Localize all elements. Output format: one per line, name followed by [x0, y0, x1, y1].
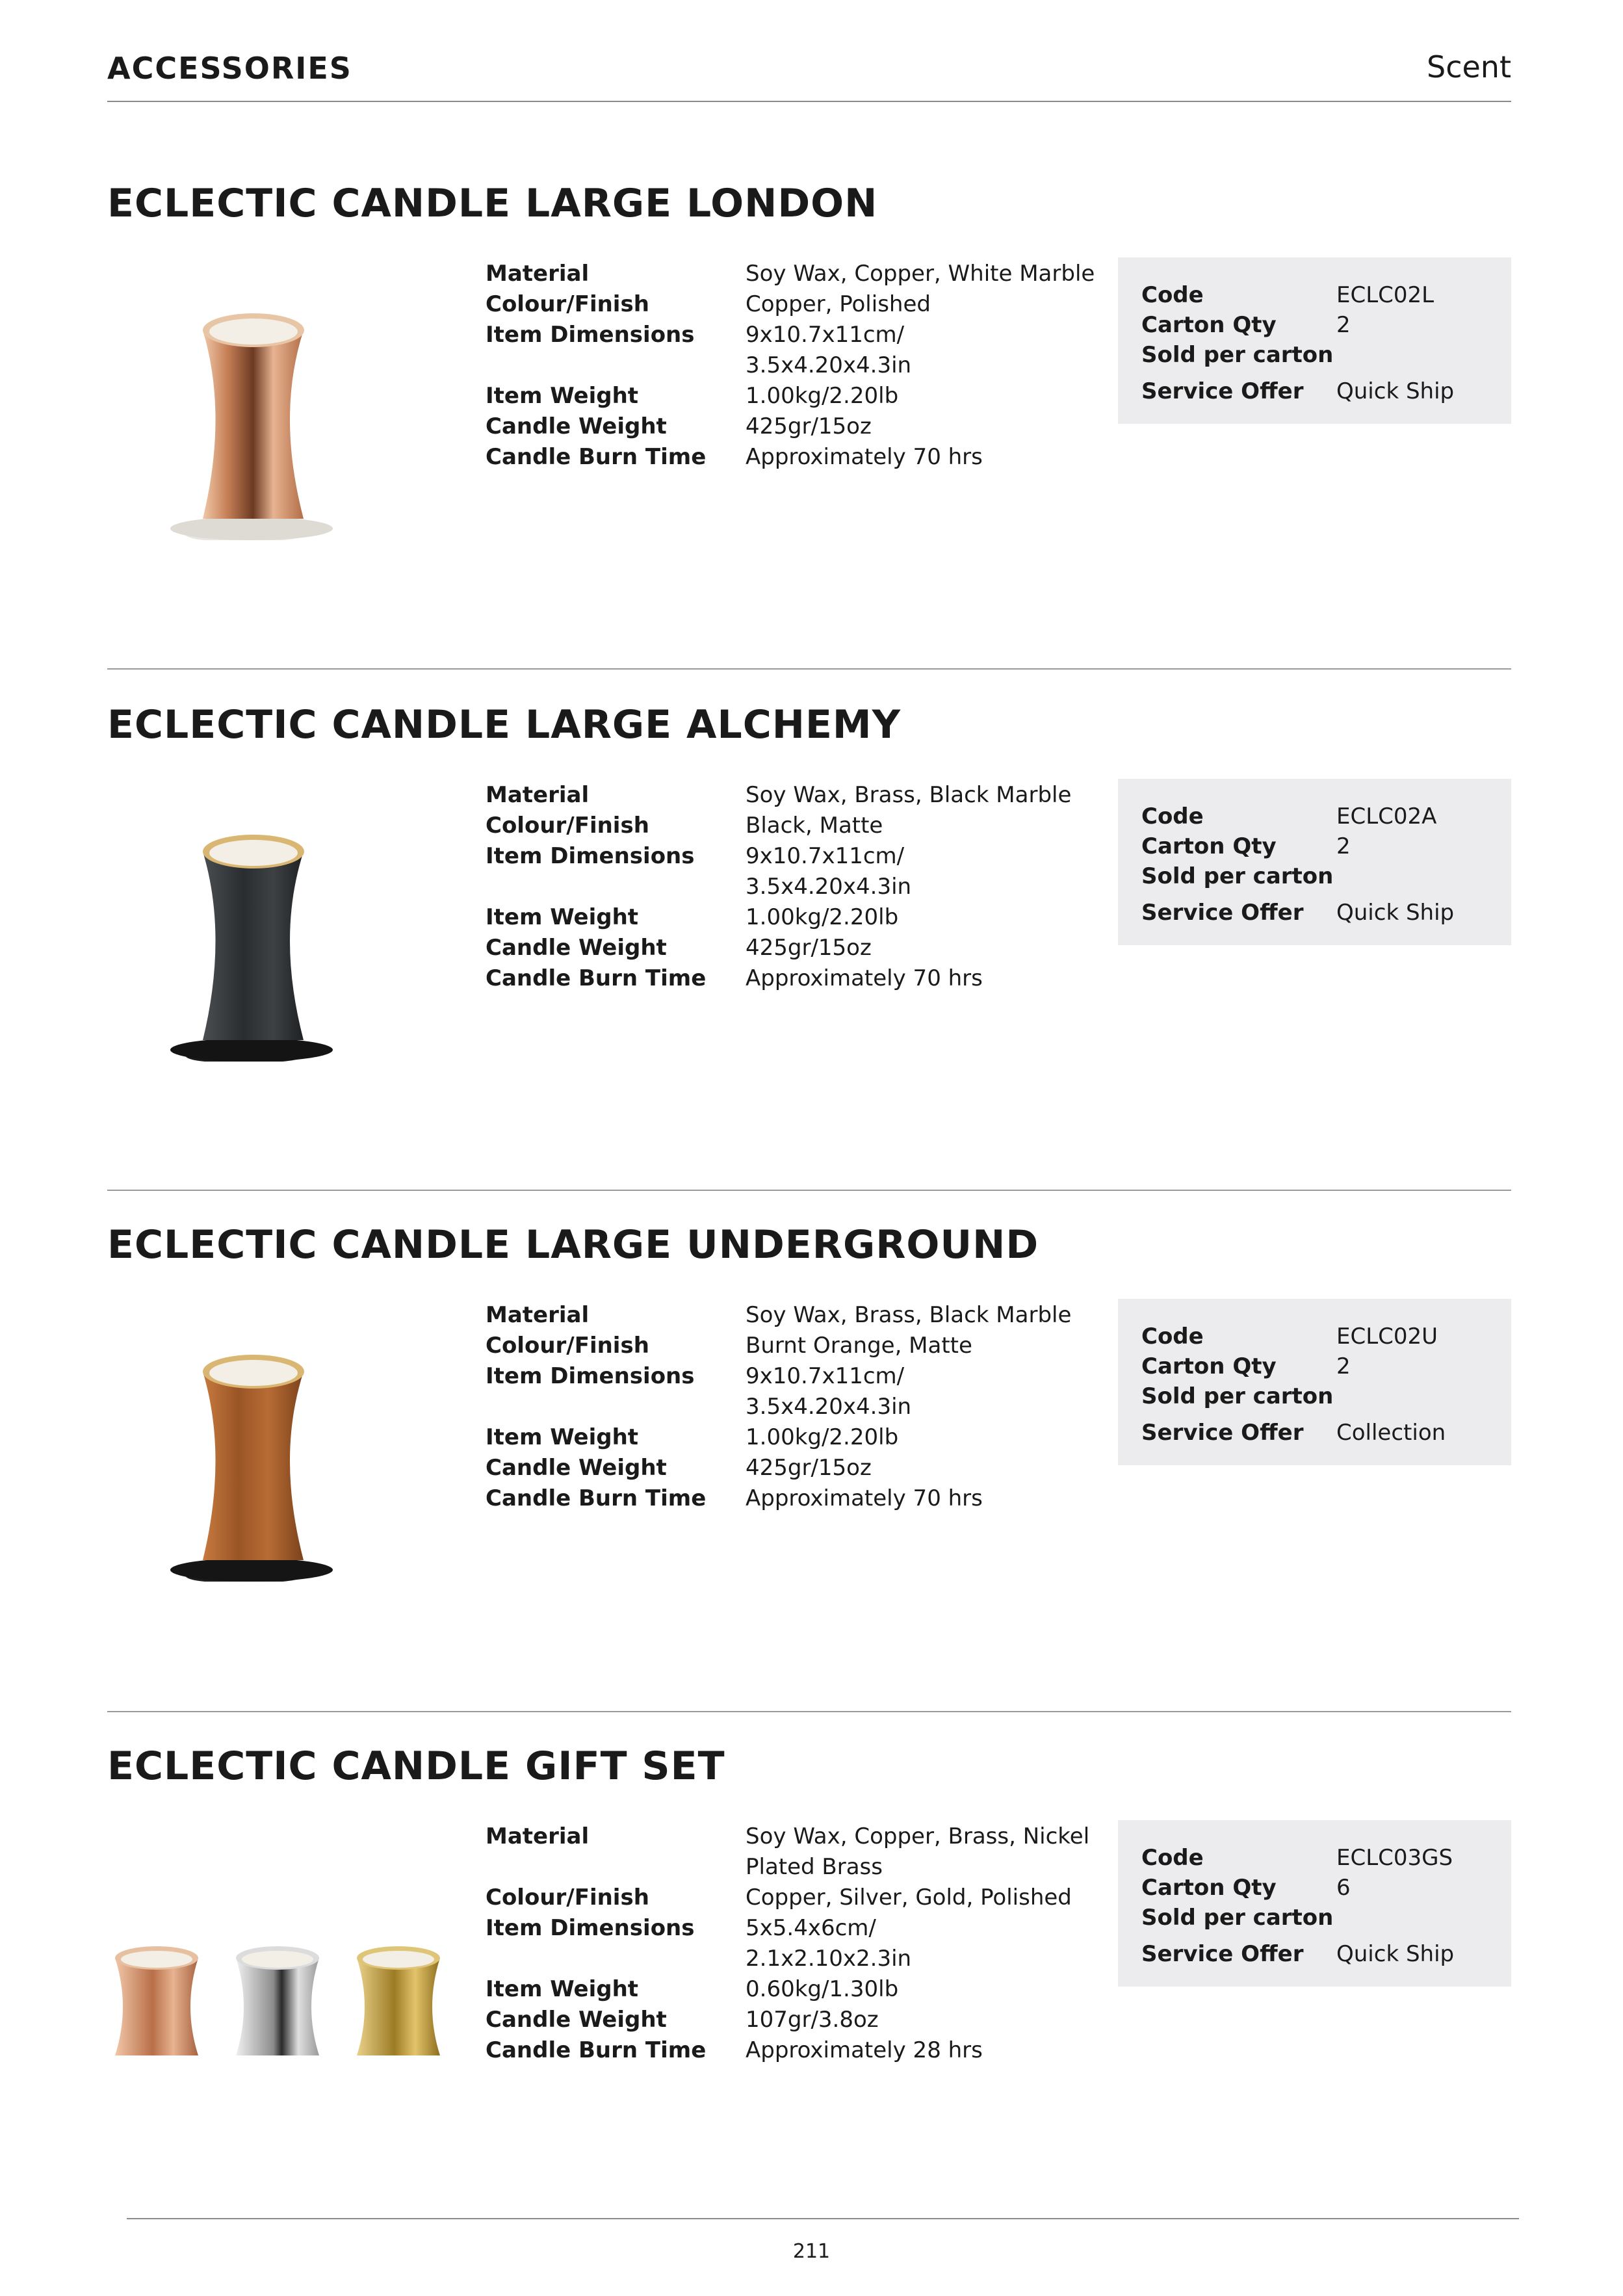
candle-silver-icon: [236, 1946, 319, 2055]
value-code: ECLC02L: [1336, 282, 1435, 308]
value-carton-qty: 2: [1336, 833, 1351, 859]
product-london: [107, 181, 1511, 701]
label-sold-per-carton: Sold per carton: [1141, 863, 1334, 889]
value-dimensions-in: 3.5x4.20x4.3in: [746, 874, 912, 900]
value-candle-weight: 425gr/15oz: [746, 935, 872, 961]
spec-values: [746, 1821, 1110, 2066]
label-item-weight: Item Weight: [486, 904, 639, 930]
product-image: [107, 278, 458, 551]
product-gift-set: [107, 1743, 1511, 2263]
value-material: Soy Wax, Brass, Black Marble: [746, 1302, 1072, 1328]
page-header: [107, 0, 1511, 102]
spec-values: [746, 1300, 1110, 1514]
spec-labels: [486, 1300, 733, 1514]
section-divider: [107, 1711, 1511, 1712]
label-code: Code: [1141, 282, 1204, 308]
value-material: Soy Wax, Copper, White Marble: [746, 261, 1095, 287]
value-item-weight: 0.60kg/1.30lb: [746, 1976, 899, 2002]
label-carton-qty: Carton Qty: [1141, 312, 1277, 338]
label-material: Material: [486, 782, 590, 808]
value-code: ECLC02A: [1336, 803, 1437, 829]
value-material: Soy Wax, Copper, Brass, Nickel: [746, 1823, 1090, 1849]
label-item-weight: Item Weight: [486, 383, 639, 409]
label-colour-finish: Colour/Finish: [486, 813, 649, 839]
value-dimensions-in: 3.5x4.20x4.3in: [746, 352, 912, 378]
value-code: ECLC03GS: [1336, 1845, 1453, 1871]
label-carton-qty: Carton Qty: [1141, 833, 1277, 859]
label-burn-time: Candle Burn Time: [486, 2037, 707, 2063]
product-title: ECLECTIC CANDLE LARGE LONDON: [107, 181, 878, 226]
product-title: ECLECTIC CANDLE LARGE UNDERGROUND: [107, 1222, 1039, 1268]
value-code: ECLC02U: [1336, 1324, 1438, 1350]
label-item-weight: Item Weight: [486, 1424, 639, 1450]
value-item-weight: 1.00kg/2.20lb: [746, 904, 899, 930]
label-service-offer: Service Offer: [1141, 1941, 1304, 1967]
label-sold-per-carton: Sold per carton: [1141, 1905, 1334, 1931]
label-candle-weight: Candle Weight: [486, 413, 667, 439]
product-alchemy: [107, 702, 1511, 1222]
label-burn-time: Candle Burn Time: [486, 965, 707, 991]
value-service-offer: Quick Ship: [1336, 1941, 1455, 1967]
label-material: Material: [486, 1302, 590, 1328]
product-underground: [107, 1222, 1511, 1742]
value-burn-time: Approximately 70 hrs: [746, 1485, 983, 1511]
label-code: Code: [1141, 1324, 1204, 1350]
value-dimensions-in: 2.1x2.10x2.3in: [746, 1946, 912, 1972]
candle-underground-image: [107, 1320, 458, 1593]
candle-copper-icon: [115, 1946, 198, 2055]
label-carton-qty: Carton Qty: [1141, 1353, 1277, 1379]
value-candle-weight: 107gr/3.8oz: [746, 2007, 879, 2033]
product-image: [107, 1938, 458, 2081]
ordering-info-box: [1118, 1299, 1511, 1465]
label-candle-weight: Candle Weight: [486, 935, 667, 961]
label-sold-per-carton: Sold per carton: [1141, 1383, 1334, 1409]
value-dimensions-cm: 5x5.4x6cm/: [746, 1915, 876, 1941]
value-service-offer: Collection: [1336, 1420, 1446, 1446]
value-colour-finish: Copper, Silver, Gold, Polished: [746, 1885, 1072, 1911]
label-service-offer: Service Offer: [1141, 1420, 1304, 1446]
label-burn-time: Candle Burn Time: [486, 444, 707, 470]
label-item-dimensions: Item Dimensions: [486, 843, 695, 869]
label-burn-time: Candle Burn Time: [486, 1485, 707, 1511]
spec-labels: [486, 259, 733, 473]
label-colour-finish: Colour/Finish: [486, 1333, 649, 1359]
value-dimensions-cm: 9x10.7x11cm/: [746, 322, 905, 348]
value-colour-finish: Burnt Orange, Matte: [746, 1333, 972, 1359]
candle-alchemy-image: [107, 800, 458, 1073]
value-carton-qty: 2: [1336, 312, 1351, 338]
value-service-offer: Quick Ship: [1336, 900, 1455, 926]
label-item-dimensions: Item Dimensions: [486, 1363, 695, 1389]
label-code: Code: [1141, 1845, 1204, 1871]
label-service-offer: Service Offer: [1141, 378, 1304, 404]
value-dimensions-cm: 9x10.7x11cm/: [746, 1363, 905, 1389]
value-colour-finish: Copper, Polished: [746, 291, 931, 317]
label-item-dimensions: Item Dimensions: [486, 1915, 695, 1941]
label-colour-finish: Colour/Finish: [486, 291, 649, 317]
value-item-weight: 1.00kg/2.20lb: [746, 1424, 899, 1450]
value-material: Soy Wax, Brass, Black Marble: [746, 782, 1072, 808]
label-item-dimensions: Item Dimensions: [486, 322, 695, 348]
page-number: 211: [792, 2240, 831, 2263]
section-divider: [107, 668, 1511, 670]
footer-divider: [127, 2218, 1519, 2219]
product-title: ECLECTIC CANDLE LARGE ALCHEMY: [107, 702, 902, 748]
value-candle-weight: 425gr/15oz: [746, 413, 872, 439]
value-service-offer: Quick Ship: [1336, 378, 1455, 404]
label-material: Material: [486, 261, 590, 287]
product-image: [107, 800, 458, 1073]
value-item-weight: 1.00kg/2.20lb: [746, 383, 899, 409]
category-label: Scent: [1427, 49, 1511, 85]
label-service-offer: Service Offer: [1141, 900, 1304, 926]
label-colour-finish: Colour/Finish: [486, 1885, 649, 1911]
label-carton-qty: Carton Qty: [1141, 1875, 1277, 1901]
value-carton-qty: 2: [1336, 1353, 1351, 1379]
spec-labels: [486, 1821, 733, 2066]
section-label: ACCESSORIES: [107, 51, 352, 86]
label-candle-weight: Candle Weight: [486, 2007, 667, 2033]
value-burn-time: Approximately 28 hrs: [746, 2037, 983, 2063]
section-divider: [107, 1190, 1511, 1191]
value-candle-weight: 425gr/15oz: [746, 1455, 872, 1481]
spec-values: [746, 780, 1110, 994]
ordering-info-box: [1118, 257, 1511, 424]
spec-labels: [486, 780, 733, 994]
value-dimensions-in: 3.5x4.20x4.3in: [746, 1394, 912, 1420]
product-title: ECLECTIC CANDLE GIFT SET: [107, 1743, 725, 1789]
candle-gold-icon: [357, 1946, 440, 2055]
candle-london-image: [107, 278, 458, 551]
value-colour-finish: Black, Matte: [746, 813, 883, 839]
value-dimensions-cm: 9x10.7x11cm/: [746, 843, 905, 869]
value-burn-time: Approximately 70 hrs: [746, 444, 983, 470]
value-material-cont: Plated Brass: [746, 1854, 883, 1880]
spec-values: [746, 259, 1110, 473]
label-material: Material: [486, 1823, 590, 1849]
ordering-info-box: [1118, 1820, 1511, 1987]
product-image: [107, 1320, 458, 1593]
label-sold-per-carton: Sold per carton: [1141, 342, 1334, 368]
value-burn-time: Approximately 70 hrs: [746, 965, 983, 991]
ordering-info-box: [1118, 779, 1511, 945]
label-item-weight: Item Weight: [486, 1976, 639, 2002]
label-candle-weight: Candle Weight: [486, 1455, 667, 1481]
value-carton-qty: 6: [1336, 1875, 1351, 1901]
candle-gift-set-image: [107, 1938, 458, 2081]
label-code: Code: [1141, 803, 1204, 829]
